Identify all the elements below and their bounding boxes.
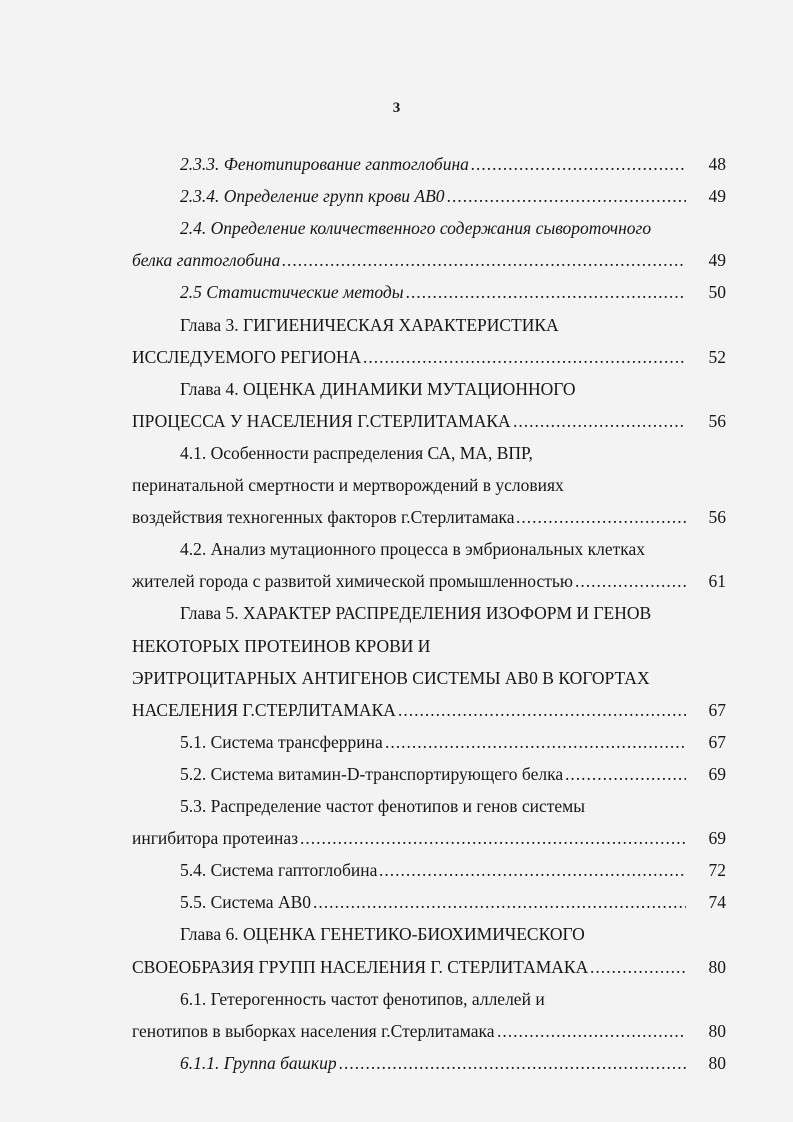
dot-leader	[313, 890, 686, 914]
toc-entry-text: СВОЕОБРАЗИЯ ГРУПП НАСЕЛЕНИЯ Г. СТЕРЛИТАМАКА	[132, 956, 589, 977]
toc-page-number: 50	[708, 282, 726, 303]
toc-line	[180, 537, 726, 561]
toc-entry-text: 5.1. Система трансферрина	[180, 731, 383, 752]
toc-entry-text: 4.1. Особенности распределения СА, МА, ВПР,	[180, 442, 533, 463]
toc-line	[132, 345, 726, 369]
toc-entry-text: перинатальной смертности и мертворождений в условиях	[132, 475, 564, 495]
toc-entry-text: 6.1.1. Группа башкир	[180, 1052, 337, 1073]
toc-entry-text: Глава 4. ОЦЕНКА ДИНАМИКИ МУТАЦИОННОГО	[180, 378, 576, 399]
dot-leader	[497, 1019, 686, 1043]
toc-entry-text: жителей города с развитой химической промышленностью	[132, 571, 573, 592]
toc-page-number: 69	[708, 763, 726, 784]
dot-leader	[447, 184, 686, 208]
toc-line	[180, 216, 726, 240]
toc-line	[180, 441, 726, 465]
toc-line	[132, 826, 726, 850]
dot-leader	[471, 152, 686, 176]
toc-line	[132, 634, 726, 658]
toc-entry-text: 6.1. Гетерогенность частот фенотипов, аллелей и	[180, 988, 545, 1009]
toc-line	[132, 248, 726, 272]
dot-leader	[385, 730, 686, 754]
toc-entry-text: 5.5. Система АВ0	[180, 892, 312, 913]
toc-line	[180, 1051, 726, 1075]
dot-leader	[516, 505, 686, 529]
toc-page-number: 56	[708, 507, 726, 528]
dot-leader	[565, 762, 686, 786]
toc-entry-text: 2.5 Статистические методы	[180, 282, 404, 303]
toc-line	[180, 730, 726, 754]
toc-entry-text: Глава 5. ХАРАКТЕР РАСПРЕДЕЛЕНИЯ ИЗОФОРМ И ГЕНОВ	[180, 603, 652, 624]
toc-entry-text: 2.4. Определение количественного содержания сывороточного	[180, 218, 652, 239]
toc-line	[180, 922, 726, 946]
toc-entry-text: ИССЛЕДУЕМОГО РЕГИОНА	[132, 346, 362, 367]
toc-line	[180, 601, 726, 625]
toc-entry-text: НАСЕЛЕНИЯ Г.СТЕРЛИТАМАКА	[132, 699, 396, 720]
toc-entry-text: ПРОЦЕССА У НАСЕЛЕНИЯ Г.СТЕРЛИТАМАКА	[132, 410, 511, 431]
toc-entry-text: Глава 6. ОЦЕНКА ГЕНЕТИКО-БИОХИМИЧЕСКОГО	[180, 924, 585, 945]
toc-line	[132, 698, 726, 722]
toc-line	[180, 377, 726, 401]
dot-leader	[300, 826, 686, 850]
toc-page-number: 80	[708, 956, 726, 977]
toc-page-number: 80	[708, 1052, 726, 1073]
toc-page-number: 49	[708, 250, 726, 271]
toc-line	[180, 890, 726, 914]
toc-line	[180, 762, 726, 786]
toc-entry-text: белка гаптоглобина	[132, 250, 281, 271]
page-number: 3	[392, 100, 401, 116]
toc-line	[132, 666, 726, 690]
toc-line	[180, 152, 726, 176]
toc-entry-text: НЕКОТОРЫХ ПРОТЕИНОВ КРОВИ И	[132, 635, 431, 656]
dot-leader	[379, 858, 686, 882]
toc-entry-text: 5.2. Система витамин-D-транспортирующего белка	[180, 763, 564, 784]
toc-page-number: 69	[708, 828, 726, 849]
toc-entry-text: генотипов в выборках населения г.Стерлитамака	[132, 1020, 495, 1041]
toc-page-number: 61	[708, 571, 726, 592]
toc-entry-text: 5.3. Распределение частот фенотипов и генов системы	[180, 796, 585, 816]
toc-line	[180, 858, 726, 882]
toc-line	[180, 794, 726, 818]
toc-line	[132, 473, 726, 497]
toc-line	[132, 1019, 726, 1043]
toc-page-number: 67	[708, 699, 726, 720]
dot-leader	[339, 1051, 686, 1075]
dot-leader	[575, 569, 686, 593]
dot-leader	[398, 698, 686, 722]
toc-line	[180, 313, 726, 337]
toc-line	[132, 505, 726, 529]
toc-page-number: 49	[708, 186, 726, 207]
toc-entry-text: воздействия техногенных факторов г.Стерлитамака	[132, 507, 515, 528]
toc-line	[132, 569, 726, 593]
dot-leader	[363, 345, 686, 369]
toc-line	[180, 987, 726, 1011]
toc-line	[132, 955, 726, 979]
dot-leader	[406, 280, 686, 304]
toc-page-number: 52	[708, 346, 726, 367]
toc-page-number: 74	[708, 892, 726, 913]
toc-page-number: 67	[708, 731, 726, 752]
toc-entry-text: 2.3.3. Фенотипирование гаптоглобина	[180, 154, 469, 174]
toc-line	[132, 409, 726, 433]
toc-page-number: 80	[708, 1020, 726, 1041]
dot-leader	[282, 248, 686, 272]
toc-page-number: 48	[708, 154, 726, 174]
toc-page-number: 56	[708, 410, 726, 431]
toc-entry-text: 4.2. Анализ мутационного процесса в эмбриональных клетках	[180, 539, 646, 560]
dot-leader	[513, 409, 686, 433]
dot-leader	[590, 955, 686, 979]
toc-entry-text: Глава 3. ГИГИЕНИЧЕСКАЯ ХАРАКТЕРИСТИКА	[180, 314, 559, 335]
toc-line	[180, 280, 726, 304]
toc-page-number: 72	[708, 860, 726, 881]
toc-line	[180, 184, 726, 208]
toc-entry-text: 5.4. Система гаптоглобина	[180, 860, 378, 881]
toc-entry-text: ЭРИТРОЦИТАРНЫХ АНТИГЕНОВ СИСТЕМЫ АВ0 В КОГОРТАХ	[132, 667, 650, 688]
toc-entry-text: 2.3.4. Определение групп крови АВ0	[180, 186, 445, 207]
toc-entry-text: ингибитора протеиназ	[132, 828, 299, 849]
